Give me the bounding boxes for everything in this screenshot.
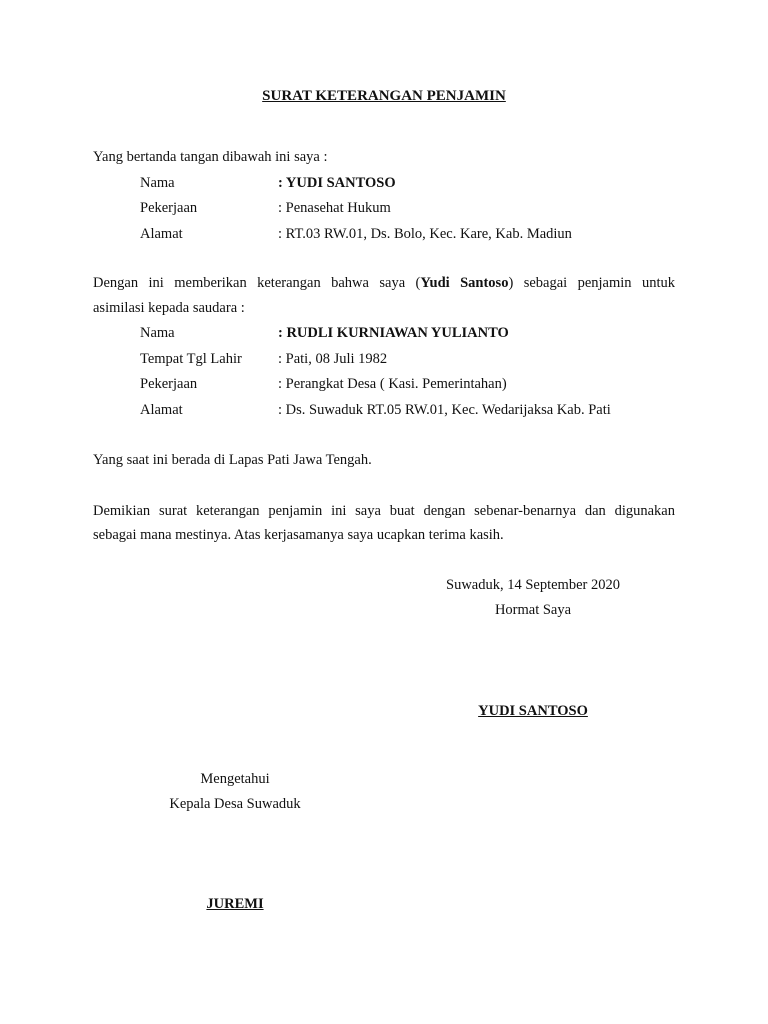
field-label: Pekerjaan	[140, 376, 198, 392]
field-value: : YUDI SANTOSO	[278, 175, 396, 191]
field-label: Tempat Tgl Lahir	[140, 351, 242, 367]
statement-line-1	[93, 276, 675, 291]
statement-guarantor-name: Yudi Santoso	[420, 275, 509, 291]
guarantor-row-name	[140, 176, 700, 191]
guarantor-row-address	[140, 227, 700, 242]
field-value: : RT.03 RW.01, Ds. Bolo, Kec. Kare, Kab. Madiun	[278, 226, 572, 242]
closing-line-2: sebagai mana mestinya. Atas kerjasamanya saya ucapkan terima kasih.	[93, 527, 504, 543]
subject-row-occupation	[140, 377, 700, 392]
field-value: : Penasehat Hukum	[278, 200, 391, 216]
field-value: : RUDLI KURNIAWAN YULIANTO	[278, 325, 509, 341]
subject-row-birth	[140, 352, 700, 367]
regards-text: Hormat Saya	[494, 602, 572, 618]
location-note: Yang saat ini berada di Lapas Pati Jawa Tengah.	[93, 452, 372, 468]
statement-text: ) sebagai penjamin untuk	[508, 275, 675, 291]
acknowledgement-position: Kepala Desa Suwaduk	[169, 796, 301, 812]
statement-line-2: asimilasi kepada saudara :	[93, 300, 245, 316]
place-date: Suwaduk, 14 September 2020	[446, 577, 620, 593]
field-value: : Perangkat Desa ( Kasi. Pemerintahan)	[278, 376, 507, 392]
signatory-name: YUDI SANTOSO	[478, 703, 588, 719]
field-label: Nama	[140, 325, 175, 341]
field-label: Alamat	[140, 226, 183, 242]
subject-row-name	[140, 326, 700, 341]
statement-text: Dengan ini memberikan keterangan bahwa saya (	[93, 275, 421, 291]
guarantor-row-occupation	[140, 201, 700, 216]
document-title: SURAT KETERANGAN PENJAMIN	[262, 88, 506, 104]
field-value: : Ds. Suwaduk RT.05 RW.01, Kec. Wedarijaksa Kab. Pati	[278, 402, 611, 418]
acknowledgement-name: JUREMI	[206, 896, 264, 912]
field-label: Alamat	[140, 402, 183, 418]
field-value: : Pati, 08 Juli 1982	[278, 351, 388, 367]
subject-row-address	[140, 403, 700, 418]
field-label: Nama	[140, 175, 175, 191]
field-label: Pekerjaan	[140, 200, 198, 216]
intro-text: Yang bertanda tangan dibawah ini saya :	[93, 149, 328, 165]
closing-line-1: Demikian surat keterangan penjamin ini saya buat dengan sebenar-benarnya dan digunakan	[93, 503, 675, 519]
acknowledgement-label: Mengetahui	[200, 771, 270, 787]
